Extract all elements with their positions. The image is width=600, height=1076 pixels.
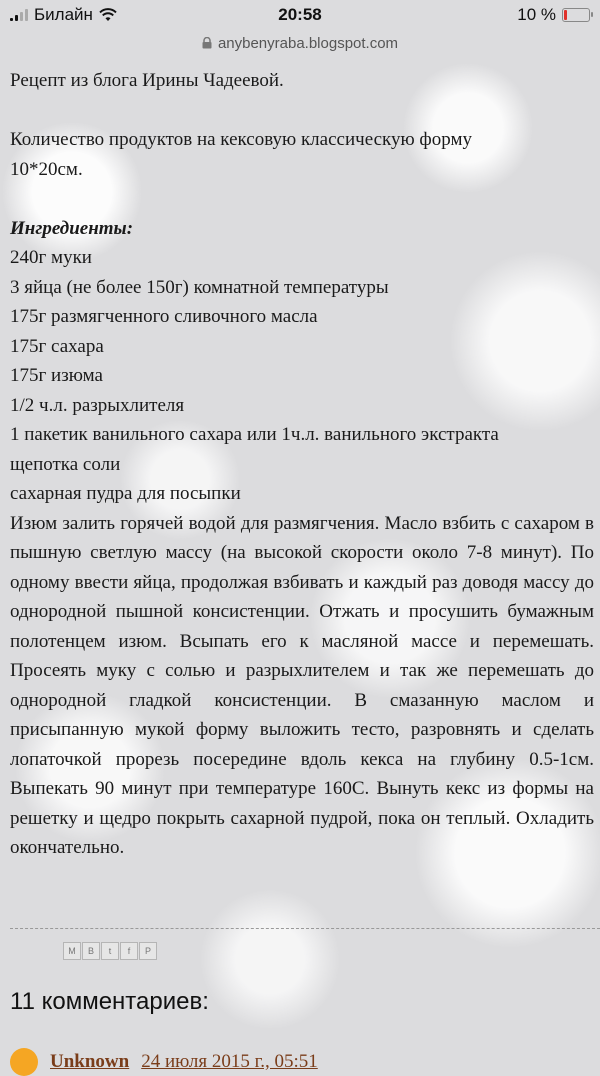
commenter-avatar-icon [10,1048,38,1076]
url-text: anybenyraba.blogspot.com [217,34,399,52]
share-bar [63,942,157,960]
lock-icon [202,37,212,49]
method-paragraph: Изюм залить горячей водой для размягчения. Масло взбить с сахаром в пышную светлую массу (на высокой скорости около 7-8 минут). По одному ввести яйца, продолжая взбивать и каждый раз доводя массу до однородной пышной консистенции. Отжать и просушить бумажным полотенцем изюм. Всыпать его к масляной массе и перемешать. Просеять муку с солью и разрыхлителем и так же перемешать до однородной гладкой консистенции. В смазанную маслом и присыпанную мукой форму выложить тесто, разровнять и сделать лопаточкой прорезь посередине вдоль кекса на глубину 0.5-1см. Выпекать 90 минут при температуре 160С. Вынуть кекс из формы на решетку и щедро покрыть сахарной пудрой, пока он теплый. Охладить окончательно. [10,512,594,858]
status-right [517,5,590,25]
post-intro: Рецепт из блога Ирины Чадеевой. [10,70,284,91]
ingredient-item: сахарная пудра для посыпки [10,483,241,504]
comment-header [10,1048,318,1076]
quantity-line-2: 10*20см. [10,158,83,180]
comment-date-link[interactable]: 24 июля 2015 г., 05:51 [141,1051,318,1072]
post-body [10,66,594,863]
ingredient-item: 175г сахара [10,335,104,357]
url-bar[interactable] [0,30,600,56]
ingredient-item: 175г размягченного сливочного масла [10,306,318,327]
pinterest-share-icon[interactable]: P [139,942,157,960]
post-divider [10,928,600,929]
ingredient-item: 1/2 ч.л. разрыхлителя [10,394,185,416]
ingredient-item: 240г муки [10,247,92,268]
comments-heading: 11 комментариев: [10,988,209,1015]
battery-icon [562,8,590,22]
status-bar [0,0,600,30]
facebook-share-icon[interactable]: f [120,942,138,960]
ingredient-item: 175г изюма [10,365,103,386]
carrier-name: Билайн [34,5,93,24]
ingredient-item: щепотка соли [10,453,121,475]
quantity-line-1: Количество продуктов на кексовую классическую форму [10,129,472,150]
blog-share-icon[interactable]: B [82,942,100,960]
battery-fill [564,10,567,20]
ingredients-title: Ингредиенты: [10,217,134,239]
battery-percent: 10 % [517,5,556,24]
twitter-share-icon[interactable]: t [101,942,119,960]
ingredient-item: 1 пакетик ванильного сахара или 1ч.л. ванильного экстракта [10,424,499,445]
comment-author-link[interactable]: Unknown [50,1051,130,1072]
ingredient-item: 3 яйца (не более 150г) комнатной температуры [10,276,389,298]
status-time: 20:58 [278,5,322,24]
email-share-icon[interactable]: M [63,942,81,960]
